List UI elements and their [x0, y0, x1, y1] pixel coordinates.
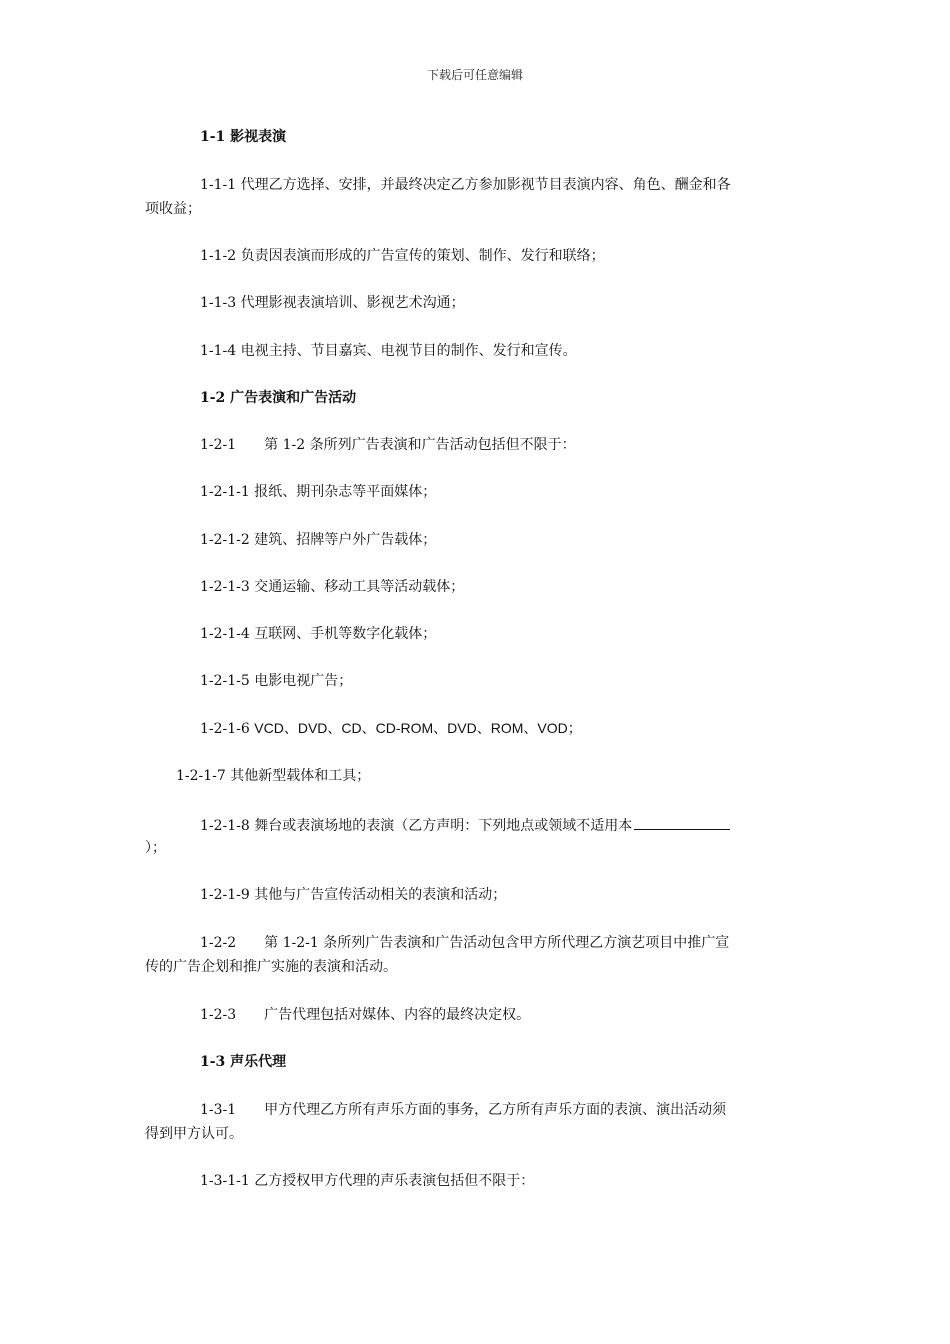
item-1-2-1-6	[200, 719, 582, 738]
item-1-2-1-7: 1-2-1-7 其他新型载体和工具；	[176, 768, 371, 784]
section-heading-1-1: 1-1 影视表演	[200, 129, 287, 145]
clause-1-3-1-line2: 得到甲方认可。	[145, 1126, 243, 1142]
fill-in-blank[interactable]	[634, 815, 730, 830]
clause-1-1-1-line1: 1-1-1 代理乙方选择、安排，并最终决定乙方参加影视节目表演内容、角色、酬金和各	[200, 177, 731, 193]
item-1-2-1-6-prefix: 1-2-1-6	[200, 721, 255, 737]
item-1-2-1-4: 1-2-1-4 互联网、手机等数字化载体；	[200, 626, 437, 642]
section-heading-1-3: 1-3 声乐代理	[200, 1054, 287, 1070]
clause-1-3-1-1: 1-3-1-1 乙方授权甲方代理的声乐表演包括但不限于：	[200, 1173, 535, 1189]
item-1-2-1-5: 1-2-1-5 电影电视广告；	[200, 673, 353, 689]
clause-1-2-1: 1-2-1 第 1-2 条所列广告表演和广告活动包括但不限于：	[200, 437, 576, 453]
item-1-2-1-2: 1-2-1-2 建筑、招牌等户外广告载体；	[200, 532, 437, 548]
clause-1-1-3: 1-1-3 代理影视表演培训、影视艺术沟通；	[200, 295, 465, 311]
item-1-2-1-8-text: 1-2-1-8 舞台或表演场地的表演（乙方声明：下列地点或领域不适用本	[200, 818, 633, 834]
clause-1-1-2: 1-1-2 负责因表演而形成的广告宣传的策划、制作、发行和联络；	[200, 248, 605, 264]
item-1-2-1-9: 1-2-1-9 其他与广告宣传活动相关的表演和活动；	[200, 887, 507, 903]
section-heading-1-2: 1-2 广告表演和广告活动	[200, 390, 357, 406]
item-1-2-1-6-media-list: VCD、DVD、CD、CD-ROM、DVD、ROM、VOD	[254, 720, 568, 736]
clause-1-2-2-line2: 传的广告企划和推广实施的表演和活动。	[145, 959, 397, 975]
item-1-2-1-1: 1-2-1-1 报纸、期刊杂志等平面媒体；	[200, 484, 437, 500]
clause-1-2-2-line1: 1-2-2 第 1-2-1 条所列广告表演和广告活动包含甲方所代理乙方演艺项目中推广宣	[200, 935, 730, 951]
item-1-2-1-6-suffix: ；	[567, 721, 582, 737]
clause-1-3-1-line1: 1-3-1 甲方代理乙方所有声乐方面的事务，乙方所有声乐方面的表演、演出活动须	[200, 1102, 727, 1118]
clause-1-2-3: 1-2-3 广告代理包括对媒体、内容的最终决定权。	[200, 1007, 531, 1023]
clause-1-1-4: 1-1-4 电视主持、节目嘉宾、电视节目的制作、发行和宣传。	[200, 343, 577, 359]
item-1-2-1-3: 1-2-1-3 交通运输、移动工具等活动载体；	[200, 579, 465, 595]
item-1-2-1-8-line2: ）；	[145, 840, 166, 856]
page-header: 下载后可任意编辑	[426, 68, 523, 82]
clause-1-1-1-line2: 项收益；	[145, 201, 201, 217]
item-1-2-1-8-line1	[200, 815, 730, 835]
